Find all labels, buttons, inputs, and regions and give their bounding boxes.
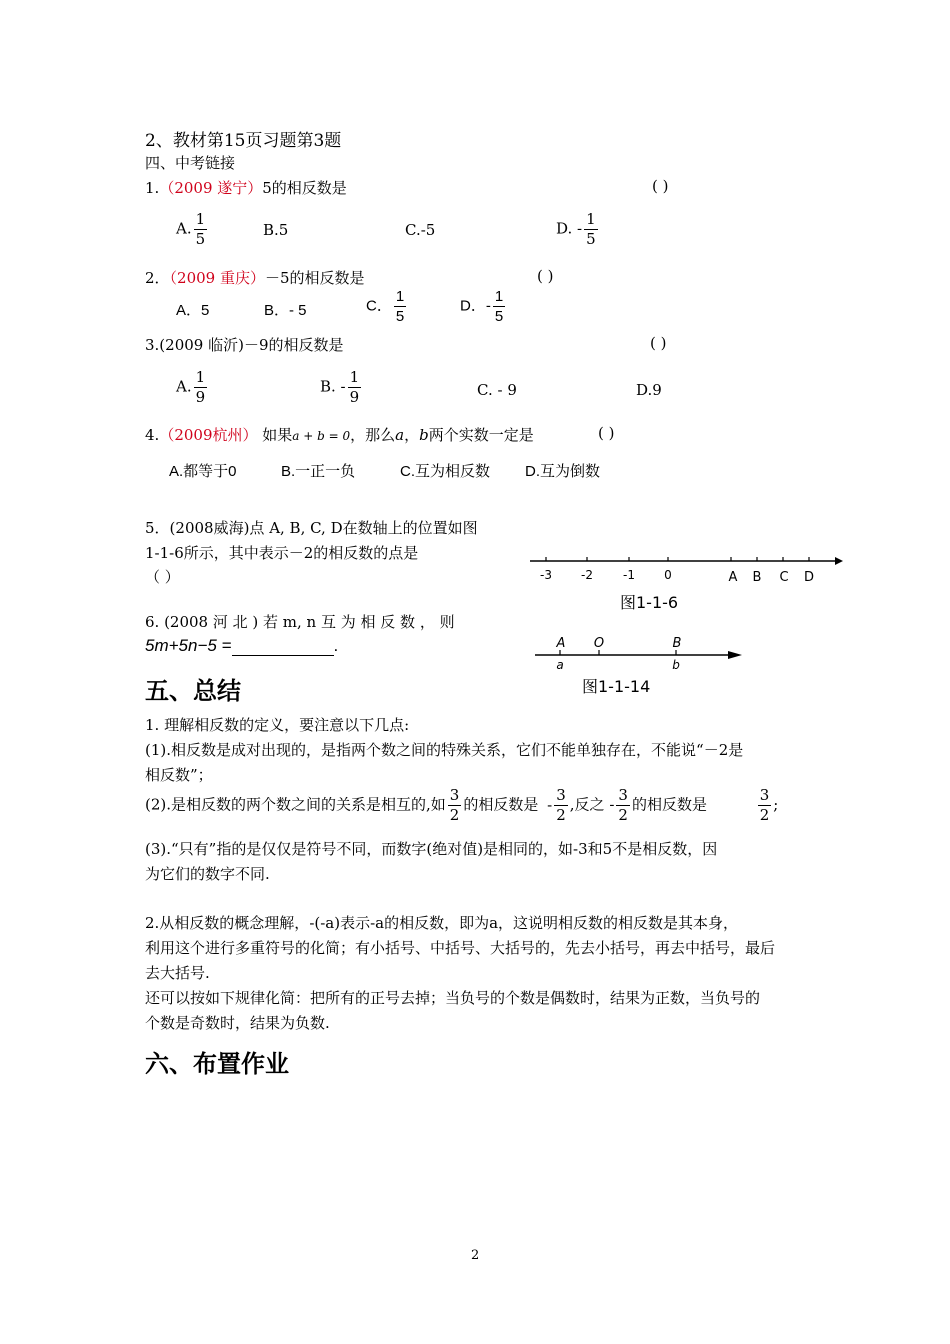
question-4: 4.（2009杭州） 如果a + b = 0，那么a，b两个实数一定是 xyxy=(145,426,534,444)
item-2: 2、教材第15页习题第3题 xyxy=(145,131,342,151)
point-label-b: B xyxy=(752,570,762,585)
q2-option-c: C． $\frac{1}{5}$ xyxy=(366,288,405,325)
q1-option-c: C.-5 xyxy=(405,221,436,239)
question-6-expression: 5m+5n−5 = . xyxy=(145,636,339,655)
summary-1-point-2: (2).是相反数的两个数之间的关系是相互的,如 $\frac{3}{2}$ 的相反数是 - $\frac{3}{2}$ ,反之 - $\frac{3}{2}$ 的相反数是 $\frac{3}{2}$ ; xyxy=(145,786,779,824)
q1-answer-paren: ( ) xyxy=(652,177,669,195)
answer-blank xyxy=(232,654,334,656)
point-label-b: B xyxy=(672,636,682,651)
point-label-a: A xyxy=(728,570,738,585)
section-4-heading: 四、中考链接 xyxy=(145,154,236,172)
q3-option-b: B. - $\frac{1}{9}$ xyxy=(320,368,360,406)
question-1: 1.（2009 遂宁）5的相反数是 xyxy=(145,179,347,197)
question-2: 2．（2009 重庆）－5的相反数是 xyxy=(145,269,365,287)
q2-option-b: B．- 5 xyxy=(264,302,307,319)
q3-option-a: A. $\frac{1}{9}$ xyxy=(176,368,206,406)
question-3: 3.(2009 临沂)－9的相反数是 xyxy=(145,336,344,354)
section-5-heading: 五、总结 xyxy=(145,677,241,705)
q3-option-c: C. - 9 xyxy=(477,381,517,399)
summary-1-point-1-line-2: 相反数”； xyxy=(145,766,213,784)
section-6-heading: 六、布置作业 xyxy=(145,1050,289,1078)
summary-3-line-1: 还可以按如下规律化简：把所有的正号去掉；当负号的个数是偶数时，结果为正数，当负号的 xyxy=(145,989,761,1007)
point-label-o: O xyxy=(593,636,605,651)
summary-1: 1. 理解相反数的定义，要注意以下几点: xyxy=(145,716,410,734)
point-label-c: C xyxy=(779,570,789,585)
q4-option-a: A.都等于0 xyxy=(169,463,237,480)
summary-2-line-3: 去大括号. xyxy=(145,964,210,982)
summary-3-line-2: 个数是奇数时，结果为负数. xyxy=(145,1014,330,1032)
q4-option-b: B.一正一负 xyxy=(281,463,356,480)
q1-option-d: D. - $\frac{1}{5}$ xyxy=(556,210,596,248)
page-number: 2 xyxy=(471,1248,480,1263)
tick-label: 0 xyxy=(664,568,672,582)
q1-option-b: B.5 xyxy=(263,221,289,239)
number-line-figure-1-1-6 xyxy=(525,548,845,616)
summary-2-line-1: 2.从相反数的概念理解，-(-a)表示-a的相反数，即为a，这说明相反数的相反数是其本身， xyxy=(145,914,739,932)
point-label-d: D xyxy=(803,570,815,585)
q3-option-d: D.9 xyxy=(636,381,662,399)
q2-option-a: A．5 xyxy=(176,302,210,319)
summary-1-point-1-line-1: (1).相反数是成对出现的，是指两个数之间的特殊关系，它们不能单独存在，不能说“－2是 xyxy=(145,741,744,759)
figure-caption: 图1-1-14 xyxy=(582,677,651,696)
summary-1-point-3-line-2: 为它们的数字不同. xyxy=(145,865,270,883)
q4-option-c: C.互为相反数 xyxy=(400,463,491,480)
q2-answer-paren: ( ) xyxy=(537,267,554,285)
q3-answer-paren: ( ) xyxy=(650,334,667,352)
summary-1-point-3-line-1: (3).“只有”指的是仅仅是符号不同，而数字(绝对值)是相同的，如-3和5不是相反数，因 xyxy=(145,840,718,858)
q4-answer-paren: ( ) xyxy=(598,424,615,442)
number-line-figure-1-1-14 xyxy=(530,633,750,698)
question-5-line-2: 1-1-6所示，其中表示－2的相反数的点是 xyxy=(145,544,419,562)
variable-label-a: a xyxy=(556,658,564,672)
q4-option-d: D.互为倒数 xyxy=(525,463,601,480)
q2-option-d: D．- $\frac{1}{5}$ xyxy=(460,288,504,325)
question-6-line-1: 6. (2008 河 北 ) 若 m, n 互 为 相 反 数 ， 则 xyxy=(145,613,455,631)
tick-label: -3 xyxy=(540,568,552,582)
tick-label: -1 xyxy=(623,568,635,582)
variable-label-b: b xyxy=(672,658,680,672)
tick-label: -2 xyxy=(581,568,593,582)
figure-caption: 图1-1-6 xyxy=(620,593,679,612)
question-5-line-1: 5．(2008威海)点 A, B, C, D在数轴上的位置如图 xyxy=(145,519,478,537)
summary-2-line-2: 利用这个进行多重符号的化简；有小括号、中括号、大括号的，先去小括号，再去中括号，最后 xyxy=(145,939,776,957)
question-5-line-3: （ ） xyxy=(145,568,180,586)
q1-option-a: A. $\frac{1}{5}$ xyxy=(176,210,206,248)
point-label-a: A xyxy=(556,636,566,651)
